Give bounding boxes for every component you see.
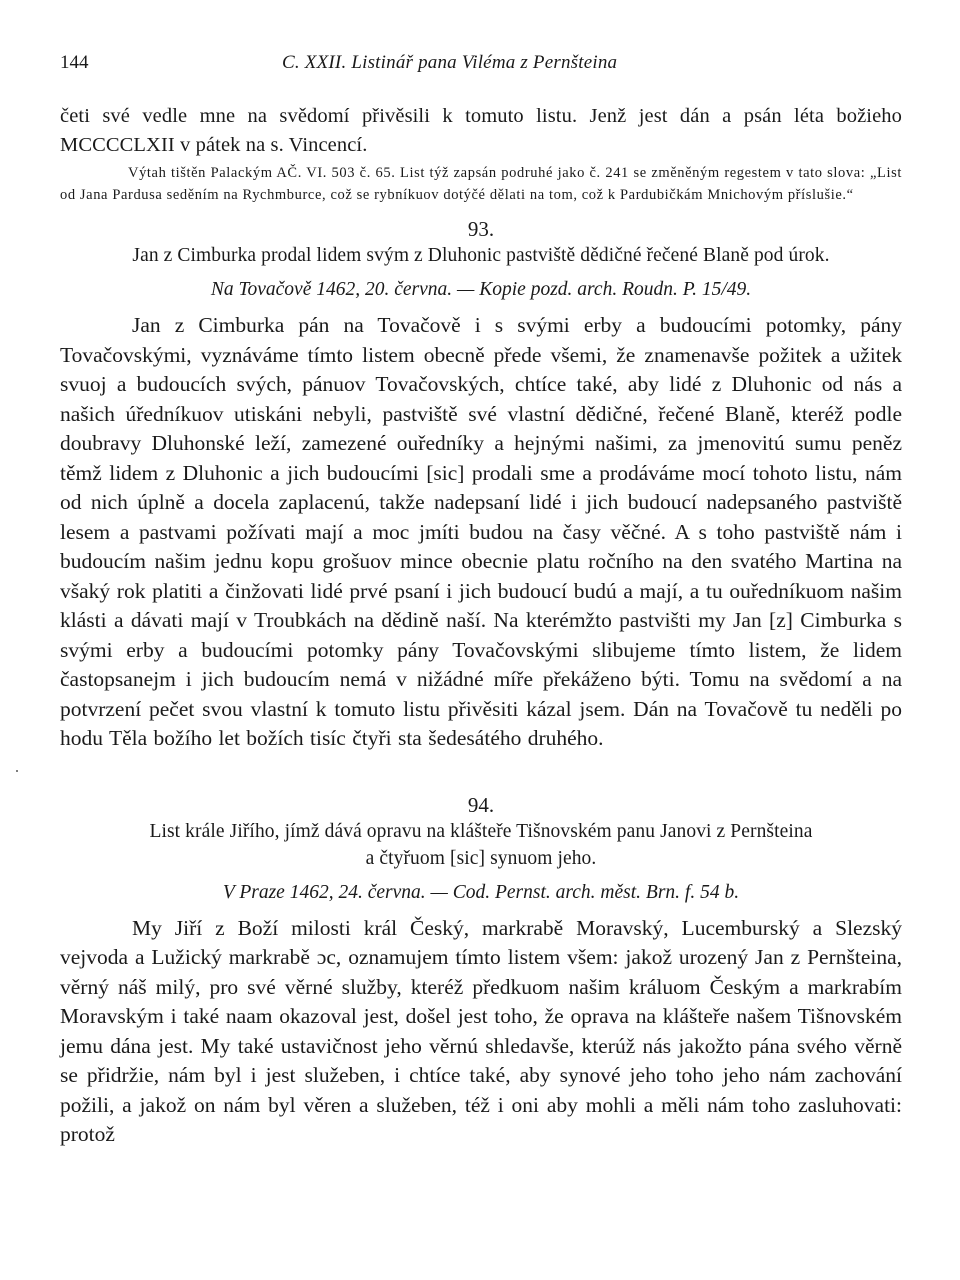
source-citation-93: Na Tovačově 1462, 20. června. — Kopie pozd. arch. Roudn. P. 15/49. [210, 279, 752, 300]
book-page [60, 44, 902, 1150]
document-text-93: Jan z Cimburka pán na Tovačově i s svými erby a budoucími potomky, pány Tovačovskými, vyznáváme tímto listem obecně přede všemi, že znamenavše požitek a užitek svuoj a budoucích svých, pánuov Tovačovských, chtíce také, aby lidé z Dluhonic od nás a našich úředníkuov utiskáni nebyli, pastviště své vlastní dědičné, řečené Blaně, kteréž podle doubravy Dluhonské leží, zamezené ouředníky a hejnými našimi, za jmenovitú sumu peněz těmž lidem z Dluhonic a jich budoucími [sic] prodali sme a prodáváme mocí tohoto listu, nám od nich úplně a docela zaplacenú, takže nadepsaní lidé i jich budoucí nadepsaného pastviště lesem a pastvami požívati mají a moc jmíti budou na časy věčné. A s toho pastviště nám i budoucím našim jednu kopu grošuov mince obecnie platu ročního na den svatého Martina na všaký rok platiti a činžovati lidé prvé psaní i jich budoucí budú a mají, a tu ouředníkuom našim klásti a dávati mají v Troubkách na dědině naší. Na kterémžto pastvišti my Jan [z] Cimburka s svými erby a budoucími potomky pány Tovačovskými slibujeme tímto listem, že lidem častopsanejm i jich budoucím nemá v nižádné míře překáženo býti. Tomu na svědomí a na potvrzení pečet svou vlastní k tomuto listu přivěsiti kázal jsem. Dán na Tovačově tu neděli po hodu Těla božího let božích tisíc čtyři sta šedesátého druhého. [60, 313, 902, 750]
regest-94-line-1: List krále Jiřího, jímž dává opravu na klášteře Tišnovském panu Janovi z Pernšteina [149, 820, 813, 842]
editorial-note [60, 162, 902, 206]
continuation-paragraph: četi své vedle mne na svědomí přivěsili k tomuto listu. Jenž jest dán a psán léta božieho MCCCCLXII v pátek na s. Vincencí. [60, 105, 902, 156]
running-title: C. XXII. Listinář pana Viléma z Pernšteina [282, 52, 618, 73]
document-number-94: 94. [467, 792, 495, 817]
document-text-94: My Jiří z Boží milosti král Český, markrabě Moravský, Lucemburský a Slezský vejvoda a Lužický markrabě ɔc, oznamujem tímto listem všem: jakož urozený Jan z Pernšteina, věrný náš milý, pro své věrné služby, kteréž předkuom našim králuom Českým a markrabím Moravským i také naam okazoval jest, došel jest toho, že oprava na klášteře našem Tišnovském jemu dána jest. My také ustavičnost jeho věrnú shledavše, kterúž nás jakožto pána svého věrně se přidržie, nám byl i jest služeben, i chtíce také, aby synové jeho toho jeho nám zachování požili, a jakož on nám byl věren a služeben, též i oni aby mohli a měli nám toho zasluhovati: protož [60, 915, 902, 1146]
document-number-93: 93. [467, 217, 495, 241]
margin-dot [16, 770, 18, 772]
editorial-note-text: Výtah tištěn Palackým AČ. VI. 503 č. 65. List týž zapsán podruhé jako č. 241 se změněným regestem v tato slova: „List od Jana Pardusa seděním na Rychmburce, což se rybníkuov dotýčé dělati na tom, což k Pardubičkám Mnichovým příslušie.“ [60, 165, 902, 203]
regest-93: Jan z Cimburka prodal lidem svým z Dluhonic pastviště dědičné řečené Blaně pod úrok. [132, 245, 830, 266]
source-citation-94: V Praze 1462, 24. června. — Cod. Pernst. arch. měst. Brn. f. 54 b. [222, 881, 740, 903]
running-head [60, 44, 902, 80]
regest-94-line-2: a čtyřuom [sic] synuom jeho. [365, 847, 597, 869]
page-number: 144 [60, 52, 89, 73]
